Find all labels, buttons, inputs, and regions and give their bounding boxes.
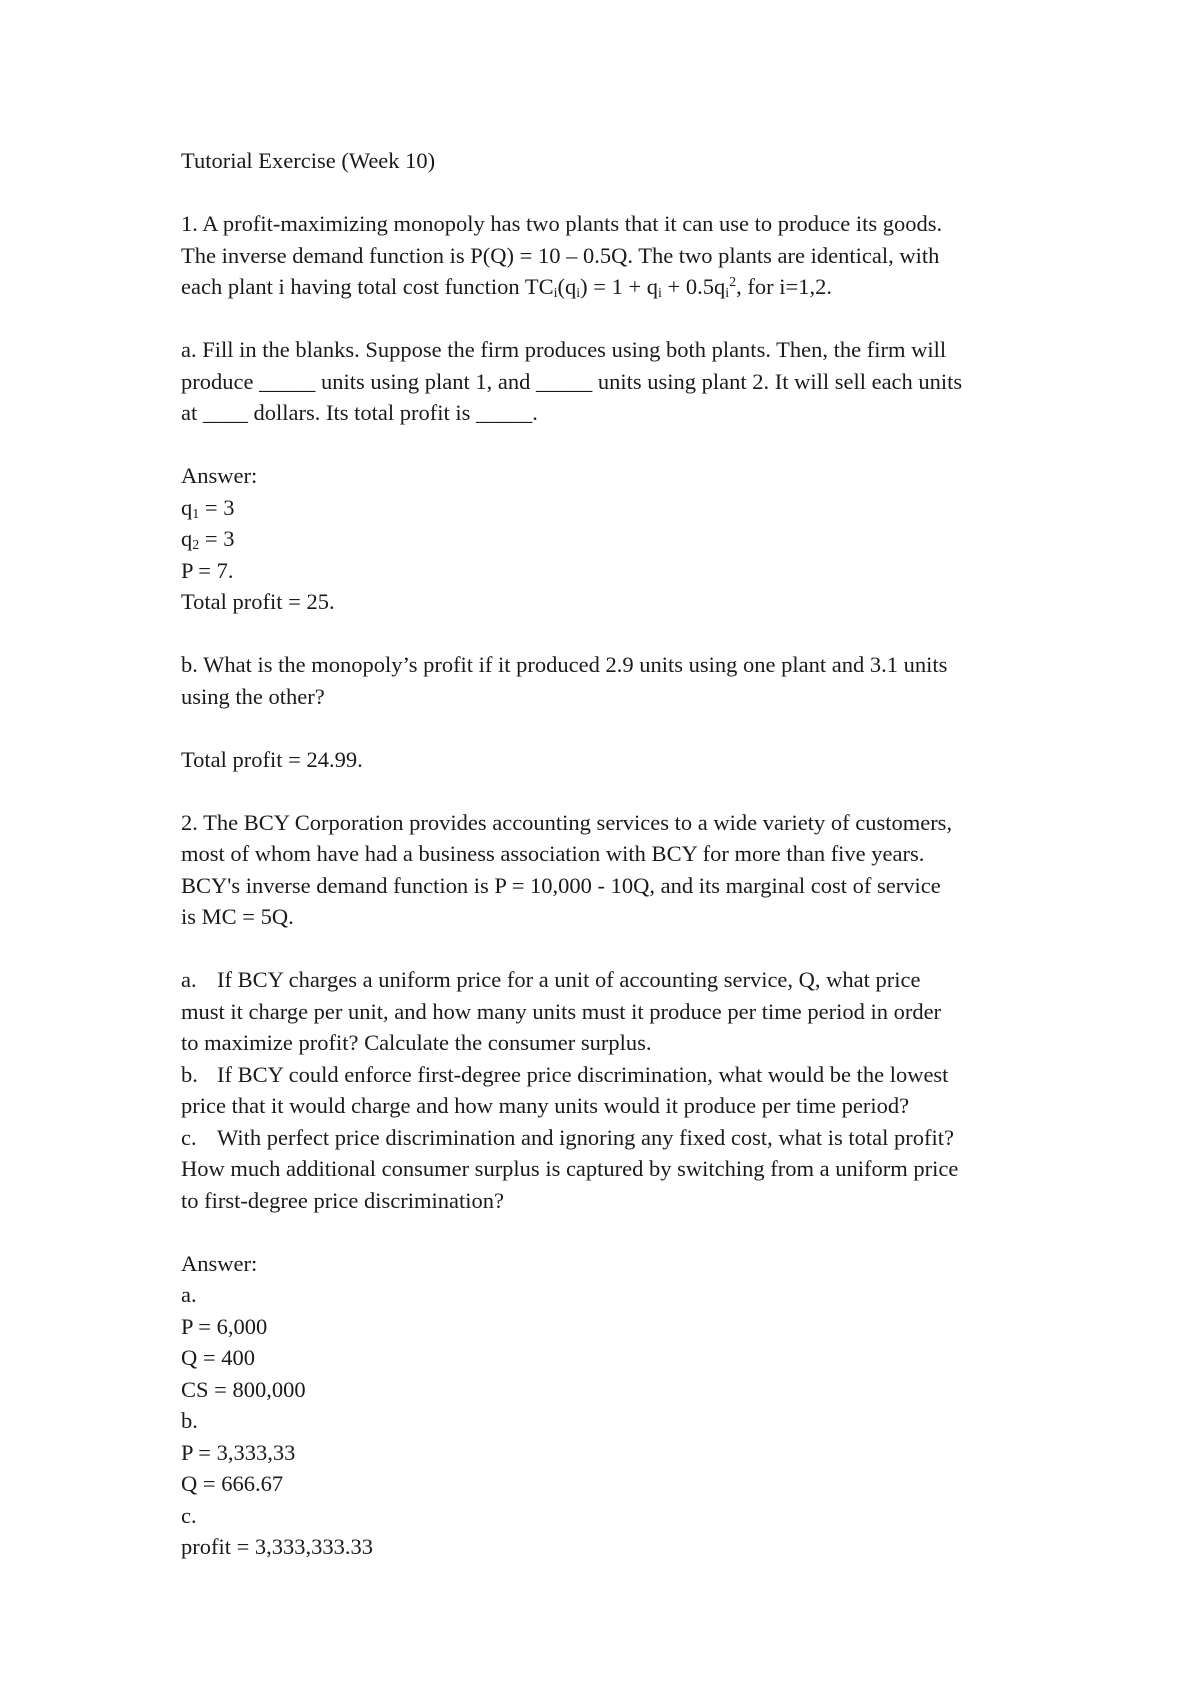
q2-part-a-line-2: must it charge per unit, and how many units must it produce per time period in order	[181, 998, 942, 1024]
q2-part-c-line-2: How much additional consumer surplus is captured by switching from a uniform price	[181, 1156, 959, 1181]
q2-answer-label: Answer:	[181, 1250, 258, 1276]
q1-part-a-line-2: produce _____ units using plant 1, and _____ units using plant 2. It will sell each units	[181, 368, 963, 394]
q2-part-c-label: c.	[181, 1124, 197, 1150]
q2-part-c-line-3: to first-degree price discrimination?	[181, 1187, 504, 1213]
q2-answer-a-price: P = 6,000	[181, 1313, 268, 1339]
q1-stem-line-2: The inverse demand function is P(Q) = 10 – 0.5Q. The two plants are identical, with	[181, 242, 940, 268]
q1-part-b-answer: Total profit = 24.99.	[181, 746, 363, 772]
q2-part-a-label: a.	[181, 967, 197, 992]
q1-part-b-line-2: using the other?	[181, 683, 325, 709]
q1-stem-line-3: each plant i having total cost function $TC_i(q_i) = 1 + q_i + 0.5q_i^2$, for i=1,2.	[181, 274, 832, 301]
q1-answer-label: Answer:	[181, 463, 258, 488]
question-1	[181, 208, 1041, 807]
q1-answer-q2: $q_2 = 3$	[181, 526, 235, 553]
q2-answer-b-quantity: Q = 666.67	[181, 1471, 284, 1496]
q2-stem-line-4: is MC = 5Q.	[181, 904, 294, 929]
q2-answer-b-price: P = 3,333,33	[181, 1439, 296, 1465]
q1-answer-q1: $q_1 = 3$	[181, 494, 235, 522]
q2-answer-c-label: c.	[181, 1502, 197, 1528]
q2-part-b-line-1: b. If BCY could enforce first-degree price discrimination, what would be the lowest	[181, 1059, 1041, 1091]
q1-part-b-line-1: b. What is the monopoly’s profit if it produced 2.9 units using one plant and 3.1 units	[181, 652, 948, 677]
q1-part-a-line-3: at ____ dollars. Its total profit is _____.	[181, 400, 538, 425]
q2-answer-a-quantity: Q = 400	[181, 1345, 255, 1370]
q2-part-b-line-2: price that it would charge and how many units would it produce per time period?	[181, 1093, 910, 1118]
q2-part-a-line-1: a. If BCY charges a uniform price for a unit of accounting service, Q, what price	[181, 964, 1041, 996]
document-body	[181, 145, 1041, 1563]
q2-answer-b-label: b.	[181, 1408, 198, 1433]
q2-part-b-label: b.	[181, 1061, 198, 1087]
q1-stem-line-1: 1. A profit-maximizing monopoly has two plants that it can use to produce its goods.	[181, 211, 943, 236]
q1-answer-profit: Total profit = 25.	[181, 589, 335, 614]
q2-stem-line-3: BCY's inverse demand function is P = 10,000 - 10Q, and its marginal cost of service	[181, 872, 941, 898]
question-2	[181, 807, 1041, 1563]
q2-answer-a-consumer-surplus: CS = 800,000	[181, 1376, 306, 1402]
q2-answer-a-label: a.	[181, 1282, 197, 1307]
q1-answer-price: P = 7.	[181, 557, 234, 583]
q2-stem-line-2: most of whom have had a business association with BCY for more than five years.	[181, 841, 925, 866]
q1-part-a-line-1: a. Fill in the blanks. Suppose the firm produces using both plants. Then, the firm will	[181, 337, 947, 362]
q2-part-c-line-1: c. With perfect price discrimination and ignoring any fixed cost, what is total profit?	[181, 1122, 1041, 1154]
q2-answer-c-profit: profit = 3,333,333.33	[181, 1534, 374, 1559]
page-title: Tutorial Exercise (Week 10)	[181, 148, 436, 173]
q2-stem-line-1: 2. The BCY Corporation provides accounting services to a wide variety of customers,	[181, 809, 953, 835]
q2-part-a-line-3: to maximize profit? Calculate the consumer surplus.	[181, 1030, 652, 1055]
